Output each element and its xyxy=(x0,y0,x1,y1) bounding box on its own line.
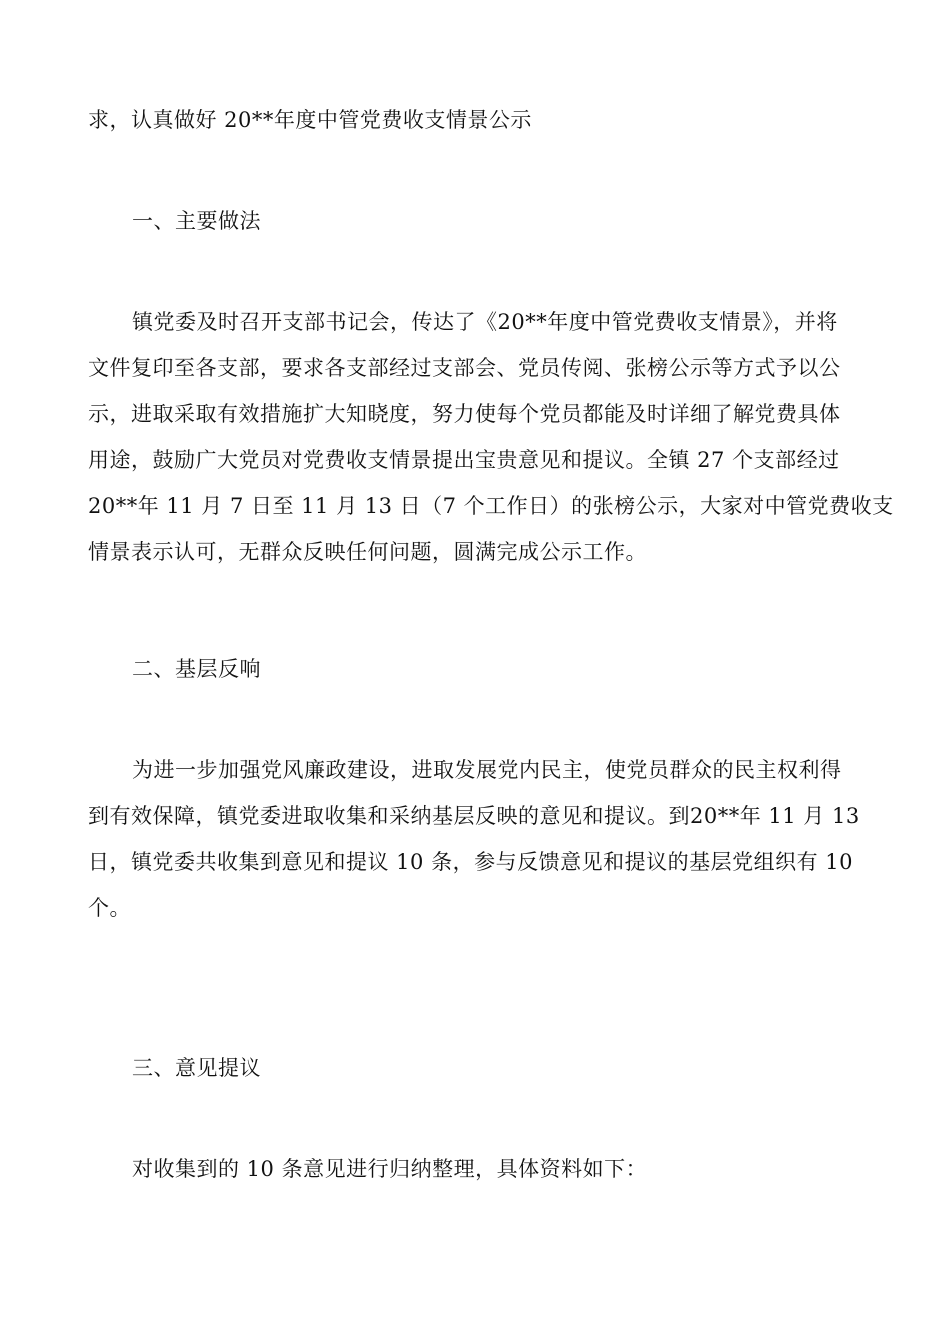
paragraph-line: 示，进取采取有效措施扩大知晓度，努力使每个党员都能及时详细了解党费具体 xyxy=(88,402,841,426)
section-heading-2: 二、基层反响 xyxy=(132,657,261,681)
paragraph-line: 日，镇党委共收集到意见和提议 10 条，参与反馈意见和提议的基层党组织有 10 xyxy=(88,850,853,874)
paragraph-line: 20**年 11 月 7 日至 11 月 13 日（7 个工作日）的张榜公示，大家对中管党费收支 xyxy=(88,494,894,518)
section-heading-1: 一、主要做法 xyxy=(132,209,261,233)
paragraph-line: 情景表示认可，无群众反映任何问题，圆满完成公示工作。 xyxy=(88,540,647,564)
section-heading-3: 三、意见提议 xyxy=(132,1056,261,1080)
paragraph-line: 个。 xyxy=(88,896,131,920)
paragraph-line: 镇党委及时召开支部书记会，传达了《20**年度中管党费收支情景》，并将 xyxy=(132,310,838,334)
paragraph-line: 为进一步加强党风廉政建设，进取发展党内民主，使党员群众的民主权利得 xyxy=(132,758,842,782)
paragraph-line: 到有效保障，镇党委进取收集和采纳基层反映的意见和提议。到20**年 11 月 13 xyxy=(88,804,860,828)
paragraph-line: 文件复印至各支部，要求各支部经过支部会、党员传阅、张榜公示等方式予以公 xyxy=(88,356,841,380)
paragraph-line: 对收集到的 10 条意见进行归纳整理，具体资料如下： xyxy=(132,1157,648,1181)
paragraph-line: 用途，鼓励广大党员对党费收支情景提出宝贵意见和提议。全镇 27 个支部经过 xyxy=(88,448,840,472)
intro-line: 求，认真做好 20**年度中管党费收支情景公示 xyxy=(88,108,532,132)
